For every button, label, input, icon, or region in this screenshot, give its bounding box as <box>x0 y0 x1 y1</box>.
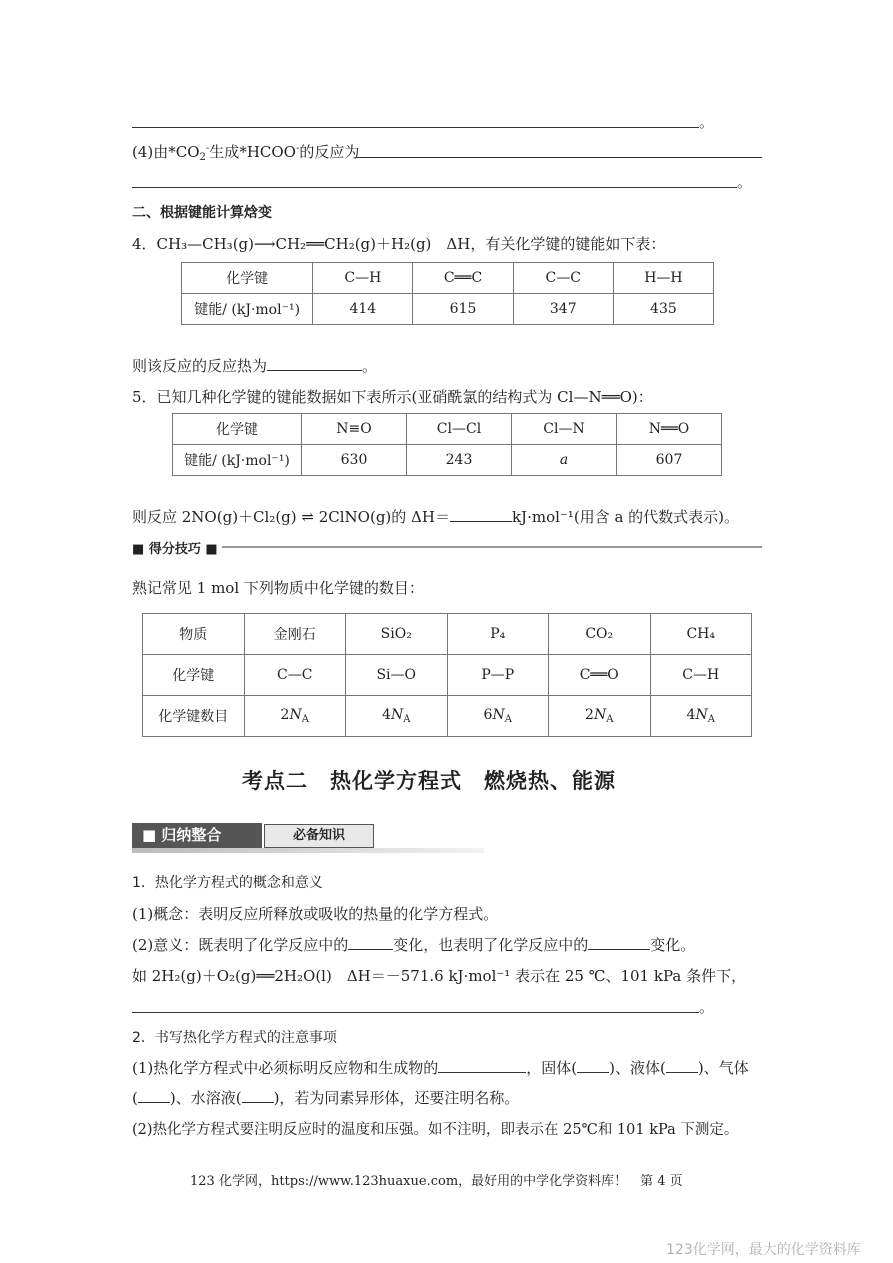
table-cell: C══C <box>413 263 513 294</box>
table-cell: Cl—N <box>512 414 617 445</box>
table-cell: C—H <box>650 655 752 696</box>
period-q4sub: 。 <box>737 173 753 191</box>
tips-intro: 熟记常见 1 mol 下列物质中化学键的数目： <box>132 579 424 597</box>
table-cell: $2N_A$ <box>549 696 651 737</box>
p1-example: 如 2H₂(g)＋O₂(g)══2H₂O(l) ΔH＝－571.6 kJ·mol⁻¹ 表示在 25 ℃、101 kPa 条件下， <box>132 967 747 985</box>
table-cell: $2N_A$ <box>244 696 346 737</box>
table-cell: N══O <box>617 414 722 445</box>
q5-text: 5．已知几种化学键的键能数据如下表所示(亚硝酰氯的结构式为 Cl—N══O)： <box>132 388 653 406</box>
p2-title: 2．书写热化学方程式的注意事项 <box>132 1030 337 1046</box>
answer-blank[interactable] <box>267 356 362 371</box>
tips-divider <box>222 546 762 548</box>
answer-blank[interactable] <box>348 935 393 950</box>
tips-label: ■ 得分技巧 ■ <box>132 542 218 557</box>
answer-blank[interactable] <box>588 935 650 950</box>
table-cell: SiO₂ <box>346 614 448 655</box>
table-cell: P₄ <box>447 614 549 655</box>
section-title-bond-energy: 二、根据键能计算焓变 <box>132 205 272 221</box>
table-cell: C══O <box>549 655 651 696</box>
answer-blank[interactable] <box>138 1088 170 1103</box>
table-cell: CH₄ <box>650 614 752 655</box>
p2-line2: ( )、水溶液( )，若为同素异形体，还要注明名称。 <box>132 1089 520 1107</box>
answer-blank[interactable] <box>577 1058 609 1073</box>
table-cell: 键能/ (kJ·mol⁻¹) <box>173 445 302 476</box>
table-cell: 414 <box>313 294 413 325</box>
table-cell: 347 <box>513 294 613 325</box>
table-cell: C—H <box>313 263 413 294</box>
banner-summary: ■ 归纳整合 <box>132 823 262 848</box>
table-cell: Si—O <box>346 655 448 696</box>
q4-equation: 4．CH₃—CH₃(g)⟶CH₂══CH₂(g)＋H₂(g) ΔH，有关化学键的键能如下表： <box>132 235 666 253</box>
p2-line1: (1)热化学方程式中必须标明反应物和生成物的 ，固体( )、液体( )、气体 <box>132 1059 749 1077</box>
answer-line-top <box>132 127 699 128</box>
period-p1: 。 <box>699 998 715 1016</box>
q4-sub-text: (4)由$*CO_2^-$生成*HCOO-的反应为 <box>132 143 360 163</box>
table-cell: $4N_A$ <box>346 696 448 737</box>
table-cell: 化学键数目 <box>143 696 245 737</box>
answer-blank[interactable] <box>242 1088 274 1103</box>
q4-answer: 则该反应的反应热为 。 <box>132 357 378 375</box>
table-cell: 630 <box>302 445 407 476</box>
p1-title: 1．热化学方程式的概念和意义 <box>132 875 323 891</box>
kaodian-2-title: 考点二 热化学方程式 燃烧热、能源 <box>242 768 616 793</box>
table-cell: 435 <box>613 294 713 325</box>
table-cell: P—P <box>447 655 549 696</box>
q4-bond-table <box>181 262 714 325</box>
answer-line-q4sub-2 <box>132 187 737 188</box>
answer-line-p1 <box>132 1012 699 1013</box>
table-cell: 607 <box>617 445 722 476</box>
q5-answer: 则反应 2NO(g)＋Cl₂(g) ⇌ 2ClNO(g)的 ΔH＝ kJ·mol⁻¹(用含 a 的代数式表示)。 <box>132 508 740 526</box>
period-top: 。 <box>699 113 715 131</box>
square-icon: ■ <box>200 542 218 557</box>
p2-line3: (2)热化学方程式要注明反应时的温度和压强。如不注明，即表示在 25℃和 101 kPa 下测定。 <box>132 1122 739 1138</box>
table-cell: 615 <box>413 294 513 325</box>
q5-bond-table <box>172 413 722 476</box>
table-cell: C—C <box>244 655 346 696</box>
table-cell: 物质 <box>143 614 245 655</box>
table-cell: C—C <box>513 263 613 294</box>
banner-gradient <box>132 848 484 853</box>
answer-blank[interactable] <box>438 1058 526 1073</box>
table-cell: 化学键 <box>173 414 302 445</box>
table-cell: N≡O <box>302 414 407 445</box>
table-cell: a <box>512 445 617 476</box>
table-cell: 化学键 <box>143 655 245 696</box>
table-cell: $6N_A$ <box>447 696 549 737</box>
table-cell: 243 <box>407 445 512 476</box>
answer-line-q4sub-1 <box>357 157 762 158</box>
answer-blank[interactable] <box>450 507 512 522</box>
table-cell: 金刚石 <box>244 614 346 655</box>
table-cell: $4N_A$ <box>650 696 752 737</box>
bond-count-table <box>142 613 752 737</box>
page-footer: 123 化学网，https://www.123huaxue.com，最好用的中学化学资料库！ 第 4 页 <box>190 1174 683 1189</box>
banner-essential-knowledge: 必备知识 <box>264 824 374 848</box>
p1-concept: (1)概念：表明反应所释放或吸收的热量的化学方程式。 <box>132 905 499 923</box>
watermark: 123化学网，最大的化学资料库 <box>666 1242 861 1258</box>
square-icon: ■ <box>132 542 149 557</box>
table-cell: CO₂ <box>549 614 651 655</box>
answer-blank[interactable] <box>666 1058 698 1073</box>
p1-meaning: (2)意义：既表明了化学反应中的 变化，也表明了化学反应中的 变化。 <box>132 936 696 954</box>
table-cell: 键能/ (kJ·mol⁻¹) <box>182 294 313 325</box>
table-cell: H—H <box>613 263 713 294</box>
table-cell: 化学键 <box>182 263 313 294</box>
table-cell: Cl—Cl <box>407 414 512 445</box>
